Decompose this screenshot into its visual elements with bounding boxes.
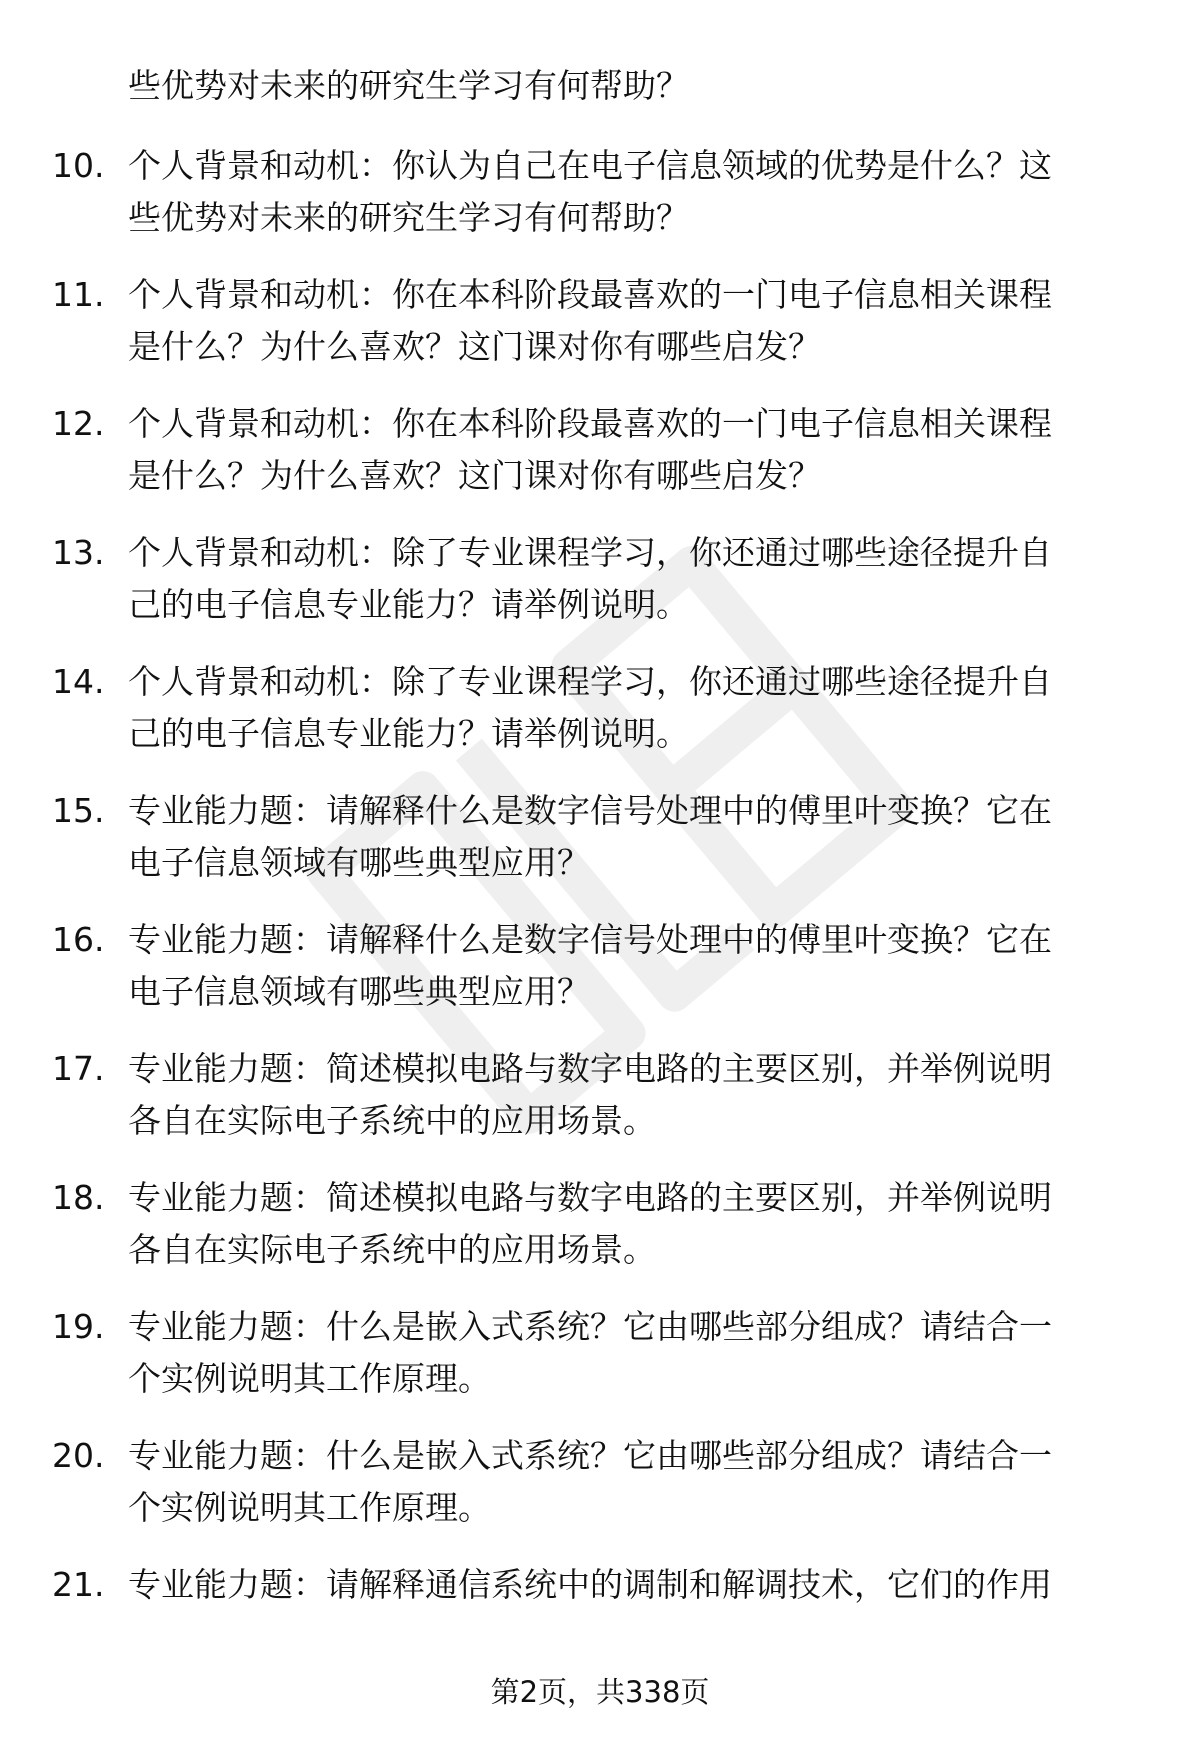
question-text-line-1: 专业能力题：简述模拟电路与数字电路的主要区别，并举例说明 (128, 1049, 1052, 1088)
question-item (0, 527, 1200, 656)
question-number: 13. (52, 533, 105, 572)
question-item (0, 1043, 1200, 1172)
question-text-line-2: 己的电子信息专业能力？请举例说明。 (128, 585, 689, 624)
question-item (0, 785, 1200, 914)
question-list (0, 140, 1200, 1688)
question-number: 18. (52, 1178, 105, 1217)
question-text-line-1: 专业能力题：请解释通信系统中的调制和解调技术，它们的作用 (128, 1565, 1052, 1604)
question-number: 11. (52, 275, 105, 314)
question-text-line-1: 个人背景和动机：你在本科阶段最喜欢的一门电子信息相关课程 (128, 275, 1052, 314)
question-text-line-2: 些优势对未来的研究生学习有何帮助？ (128, 198, 689, 237)
question-text-line-2: 电子信息领域有哪些典型应用？ (128, 972, 590, 1011)
question-text-line-2: 电子信息领域有哪些典型应用？ (128, 843, 590, 882)
question-item (0, 269, 1200, 398)
question-item (0, 398, 1200, 527)
question-number: 20. (52, 1436, 105, 1475)
question-text-line-2: 各自在实际电子系统中的应用场景。 (128, 1101, 656, 1140)
question-text-line-1: 专业能力题：请解释什么是数字信号处理中的傅里叶变换？它在 (128, 791, 1052, 830)
question-number: 16. (52, 920, 105, 959)
question-text-line-2: 个实例说明其工作原理。 (128, 1488, 491, 1527)
question-item (0, 1430, 1200, 1559)
question-text-line-2: 个实例说明其工作原理。 (128, 1359, 491, 1398)
question-text-line-2: 各自在实际电子系统中的应用场景。 (128, 1230, 656, 1269)
question-number: 19. (52, 1307, 105, 1346)
question-number: 10. (52, 146, 105, 185)
question-item (0, 656, 1200, 785)
question-item (0, 914, 1200, 1043)
question-item (0, 140, 1200, 269)
question-text-line-1: 个人背景和动机：你认为自己在电子信息领域的优势是什么？这 (128, 146, 1052, 185)
question-number: 14. (52, 662, 105, 701)
question-text-line-1: 专业能力题：请解释什么是数字信号处理中的傅里叶变换？它在 (128, 920, 1052, 959)
question-text-line-2: 是什么？为什么喜欢？这门课对你有哪些启发？ (128, 456, 821, 495)
question-text-line-1: 专业能力题：什么是嵌入式系统？它由哪些部分组成？请结合一 (128, 1307, 1052, 1346)
page-number-footer: 第2页，共338页 (490, 1675, 710, 1709)
question-item (0, 1301, 1200, 1430)
question-number: 15. (52, 791, 105, 830)
question-number: 12. (52, 404, 105, 443)
question-item (0, 1172, 1200, 1301)
question-text-line-1: 个人背景和动机：你在本科阶段最喜欢的一门电子信息相关课程 (128, 404, 1052, 443)
question-number: 21. (52, 1565, 105, 1604)
question-text-line-2: 是什么？为什么喜欢？这门课对你有哪些启发？ (128, 327, 821, 366)
question-text-line-1: 专业能力题：什么是嵌入式系统？它由哪些部分组成？请结合一 (128, 1436, 1052, 1475)
question-text-line-2: 己的电子信息专业能力？请举例说明。 (128, 714, 689, 753)
question-text-line-1: 个人背景和动机：除了专业课程学习，你还通过哪些途径提升自 (128, 662, 1052, 701)
question-item (0, 1559, 1200, 1688)
continued-question-line: 些优势对未来的研究生学习有何帮助？ (128, 66, 689, 105)
question-text-line-1: 专业能力题：简述模拟电路与数字电路的主要区别，并举例说明 (128, 1178, 1052, 1217)
question-text-line-1: 个人背景和动机：除了专业课程学习，你还通过哪些途径提升自 (128, 533, 1052, 572)
question-number: 17. (52, 1049, 105, 1088)
